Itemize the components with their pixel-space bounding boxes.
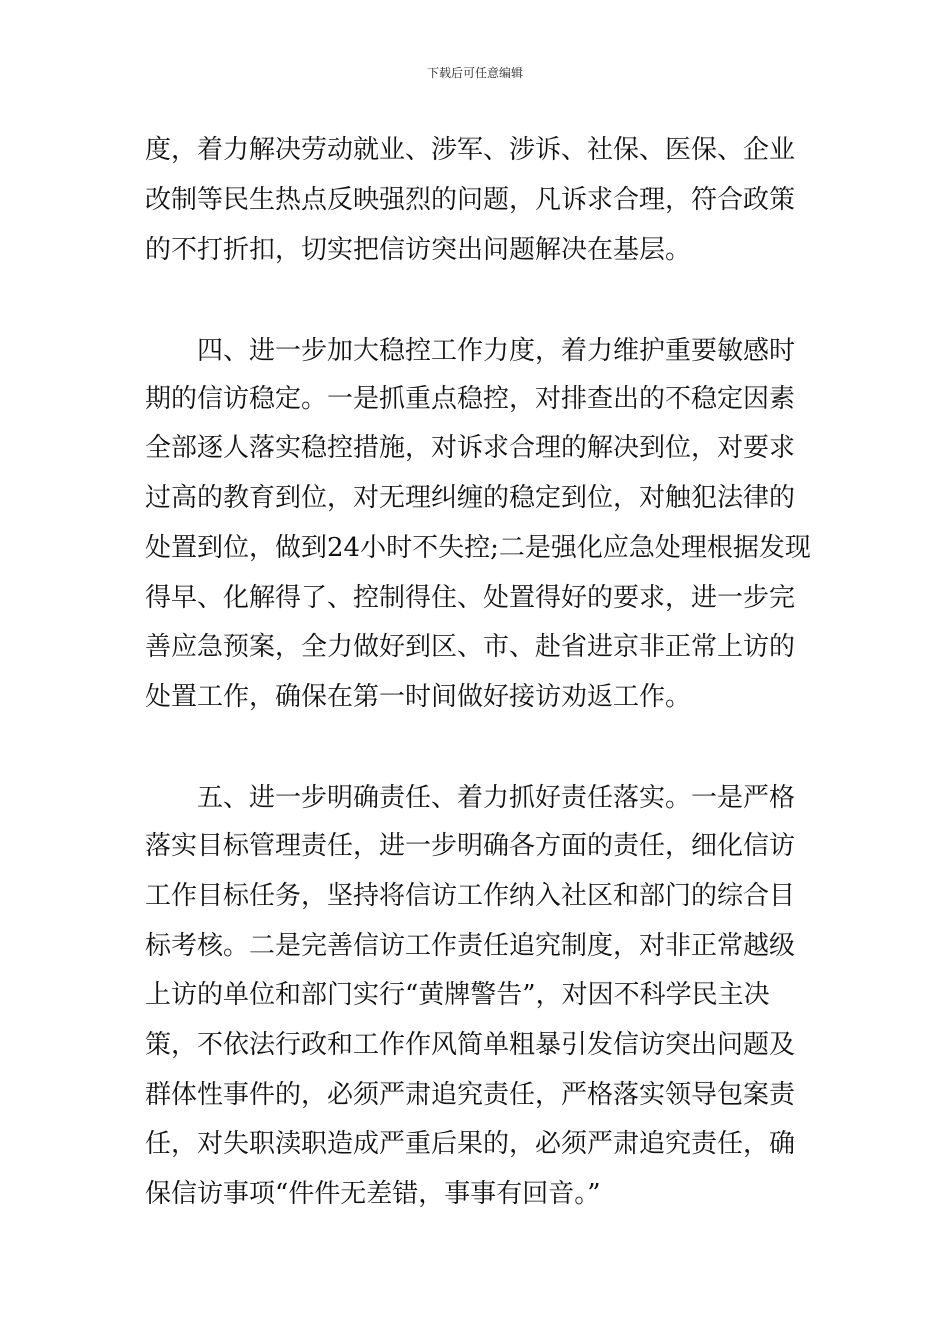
paragraph-line: 群体性事件的，必须严肃追究责任，严格落实领导包案责: [145, 1080, 796, 1110]
paragraph-line: 工作目标任务，坚持将信访工作纳入社区和部门的综合目: [145, 881, 796, 911]
paragraph-line: 过高的教育到位，对无理纠缠的稳定到位，对触犯法律的: [145, 483, 796, 513]
paragraph-line: 上访的单位和部门实行“黄牌警告”，对因不科学民主决: [145, 980, 770, 1010]
paragraph-line: 落实目标管理责任，进一步明确各方面的责任，细化信访: [145, 831, 796, 861]
paragraph-line: 全部逐人落实稳控措施，对诉求合理的解决到位，对要求: [145, 433, 796, 463]
paragraph-line: 策，不依法行政和工作作风简单粗暴引发信访突出问题及: [145, 1030, 796, 1060]
paragraph-line: 得早、化解得了、控制得住、处置得好的要求，进一步完: [145, 583, 796, 613]
paragraph-line: 五、进一步明确责任、着力抓好责任落实。一是严格: [197, 783, 796, 813]
paragraph-line: 改制等民生热点反映强烈的问题，凡诉求合理，符合政策: [145, 185, 796, 215]
paragraph-line: 的不打折扣，切实把信访突出问题解决在基层。: [145, 235, 692, 265]
paragraph-line: 善应急预案，全力做好到区、市、赴省进京非正常上访的: [145, 632, 796, 662]
paragraph-line: 任，对失职渎职造成严重后果的，必须严肃追究责任，确: [145, 1129, 796, 1159]
paragraph-line: 保信访事项“件件无差错，事事有回音。”: [145, 1179, 601, 1209]
paragraph-line: 标考核。二是完善信访工作责任追究制度，对非正常越级: [145, 931, 796, 961]
paragraph-line: 处置到位，做到24小时不失控;二是强化应急处理根据发现: [145, 533, 811, 563]
paragraph-line: 四、进一步加大稳控工作力度，着力维护重要敏感时: [197, 336, 796, 366]
page-header-note: 下载后可任意编辑: [426, 66, 523, 80]
paragraph-line: 度，着力解决劳动就业、涉军、涉诉、社保、医保、企业: [145, 135, 796, 165]
paragraph-line: 处置工作，确保在第一时间做好接访劝返工作。: [145, 682, 692, 712]
paragraph-line: 期的信访稳定。一是抓重点稳控，对排查出的不稳定因素: [145, 384, 796, 414]
